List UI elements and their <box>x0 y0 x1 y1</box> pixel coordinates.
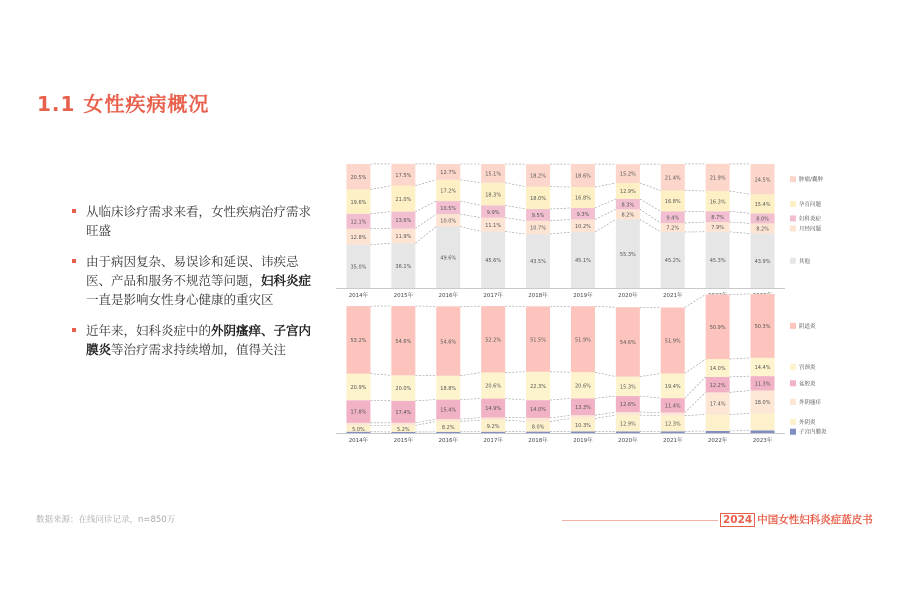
upper-connector-line <box>640 183 661 191</box>
upper-data-label: 20.5% <box>350 174 367 181</box>
upper-data-label: 10.0% <box>440 218 457 225</box>
upper-data-label: 11.9% <box>395 234 412 241</box>
bullet-text: 由于病因复杂、易误诊和延误、讳疾忌医、产品和服务不规范等问题， <box>86 254 299 288</box>
lower-connector-line <box>595 306 616 307</box>
lower-connector-line <box>595 415 616 418</box>
upper-connector-line <box>415 180 436 186</box>
lower-connector-line <box>640 373 661 376</box>
lower-connector-line <box>595 412 616 415</box>
lower-connector-line <box>685 377 706 398</box>
lower-data-label: 10.3% <box>575 423 591 430</box>
lower-data-label: 50.9% <box>709 324 726 331</box>
lower-x-tick-label: 2016年 <box>438 438 458 444</box>
lower-connector-line <box>730 430 751 431</box>
upper-legend-label: 月经问题 <box>799 226 822 233</box>
lower-x-tick-label: 2015年 <box>393 438 414 444</box>
upper-legend-label: 其他 <box>799 258 811 265</box>
lower-data-label: 18.0% <box>754 400 771 407</box>
lower-data-label: 51.9% <box>575 337 591 344</box>
upper-legend-swatch <box>790 176 796 182</box>
lower-legend-swatch <box>790 380 796 386</box>
lower-connector-line <box>415 421 436 425</box>
upper-data-label: 10.5% <box>440 205 457 212</box>
upper-data-label: 9.3% <box>576 211 590 218</box>
lower-connector-line <box>460 418 481 420</box>
upper-data-label: 21.0% <box>395 196 412 203</box>
upper-legend-swatch <box>790 258 796 264</box>
lower-connector-line <box>595 372 616 376</box>
lower-connector-line <box>685 294 706 307</box>
upper-x-tick-label: 2016年 <box>438 293 458 299</box>
lower-data-label: 54.6% <box>619 340 636 347</box>
upper-connector-line <box>460 201 481 205</box>
upper-connector-line <box>460 180 481 183</box>
upper-data-label: 43.5% <box>530 259 546 266</box>
lower-connector-line <box>730 358 751 359</box>
lower-data-label: 54.6% <box>440 339 457 346</box>
upper-legend-label: 肿瘤/囊肿 <box>799 177 823 184</box>
upper-data-label: 17.5% <box>395 172 412 179</box>
lower-connector-line <box>730 413 751 414</box>
upper-data-label: 18.2% <box>530 173 546 180</box>
footer-brand-text: 中国女性妇科炎症蓝皮书 <box>757 514 873 526</box>
lower-bar-segment <box>616 412 640 415</box>
footer-brand <box>720 512 873 527</box>
lower-bar-segment <box>751 430 775 433</box>
upper-connector-line <box>505 218 526 221</box>
upper-connector-line <box>415 214 436 228</box>
lower-data-label: 17.8% <box>350 409 367 416</box>
lower-data-label: 12.9% <box>619 421 636 428</box>
upper-data-label: 18.3% <box>485 192 502 199</box>
upper-data-label: 49.6% <box>440 255 457 262</box>
lower-connector-line <box>505 420 526 421</box>
upper-legend-swatch <box>790 225 796 231</box>
upper-data-label: 8.0% <box>756 216 769 223</box>
page-title: 1.1 女性疾病概况 <box>37 92 210 116</box>
lower-bar-segment <box>661 431 685 433</box>
bullet-highlight: 妇科炎症 <box>261 273 312 288</box>
lower-connector-line <box>460 420 481 421</box>
upper-data-label: 11.1% <box>485 222 502 229</box>
lower-bar-segment <box>346 423 370 426</box>
lower-data-label: 9.2% <box>486 424 500 431</box>
upper-connector-line <box>460 226 481 231</box>
upper-data-label: 8.3% <box>621 202 635 209</box>
lower-data-label: 52.2% <box>485 337 502 344</box>
lower-data-label: 12.3% <box>664 421 681 428</box>
upper-data-label: 21.9% <box>709 175 726 182</box>
lower-x-tick-label: 2022年 <box>707 438 728 444</box>
lower-connector-line <box>370 400 391 401</box>
lower-x-tick-label: 2017年 <box>483 438 503 444</box>
upper-data-label: 9.9% <box>486 209 500 216</box>
bullet-text: 一直是影响女性身心健康的重灾区 <box>86 292 274 307</box>
lower-bar-segment <box>571 431 595 433</box>
lower-legend-label: 外阴瘙痒 <box>799 399 822 406</box>
upper-connector-line <box>730 191 751 194</box>
lower-data-label: 54.6% <box>395 338 412 345</box>
lower-data-label: 14.4% <box>754 365 771 372</box>
lower-connector-line <box>505 399 526 401</box>
upper-data-label: 10.2% <box>575 223 591 230</box>
bullet-text: 等治疗需求持续增加，值得关注 <box>111 342 287 357</box>
lower-connector-line <box>685 359 706 373</box>
upper-legend-swatch <box>790 215 796 221</box>
lower-connector-line <box>550 418 571 421</box>
upper-connector-line <box>730 222 751 223</box>
upper-connector-line <box>730 211 751 213</box>
upper-connector-line <box>505 183 526 187</box>
lower-data-label: 17.4% <box>709 401 726 408</box>
upper-connector-line <box>550 232 571 234</box>
upper-data-label: 45.3% <box>709 258 726 265</box>
upper-data-label: 18.0% <box>530 196 546 203</box>
upper-data-label: 12.7% <box>440 170 457 177</box>
bullet-text: 近年来，妇科炎症中的 <box>86 323 212 338</box>
upper-connector-line <box>415 201 436 212</box>
lower-legend-label: 盆腔炎 <box>799 381 816 388</box>
lower-data-label: 20.9% <box>350 385 367 392</box>
data-source-note: 数据来源：在线问诊记录，n=850万 <box>36 515 176 525</box>
lower-connector-line <box>505 372 526 373</box>
upper-data-label: 35.0% <box>350 264 367 271</box>
lower-legend-label: 宫颈炎 <box>799 364 816 371</box>
lower-x-tick-label: 2023年 <box>752 438 773 444</box>
lower-bar-segment <box>571 415 595 418</box>
lower-data-label: 20.6% <box>485 383 502 390</box>
upper-connector-line <box>505 231 526 234</box>
lower-connector-line <box>460 399 481 400</box>
upper-connector-line <box>550 208 571 209</box>
lower-bar-segment <box>526 432 550 433</box>
lower-x-tick-label: 2018年 <box>528 438 548 444</box>
lower-connector-line <box>685 392 706 412</box>
upper-connector-line <box>370 186 391 190</box>
upper-connector-line <box>370 212 391 214</box>
lower-data-label: 14.0% <box>709 366 726 373</box>
lower-data-label: 15.3% <box>619 384 636 391</box>
footer-brand-year: 2024 <box>720 513 755 527</box>
lower-bar-segment <box>481 418 505 421</box>
upper-connector-line <box>595 199 616 208</box>
upper-legend-swatch <box>790 201 796 207</box>
upper-data-label: 16.8% <box>664 199 681 206</box>
lower-data-label: 8.2% <box>441 424 455 431</box>
lower-data-label: 17.4% <box>395 409 412 416</box>
upper-data-label: 18.6% <box>575 173 591 180</box>
lower-data-label: 12.6% <box>619 402 636 409</box>
lower-bar-segment <box>481 432 505 433</box>
lower-data-label: 20.6% <box>575 383 591 390</box>
upper-data-label: 45.6% <box>485 257 502 264</box>
upper-data-label: 17.2% <box>440 188 457 195</box>
upper-data-label: 12.9% <box>619 189 636 196</box>
bullet-text: 从临床诊疗需求来看，女性疾病治疗需求旺盛 <box>86 204 312 238</box>
lower-connector-line <box>550 415 571 418</box>
upper-connector-line <box>640 199 661 211</box>
lower-bar-segment <box>751 413 775 430</box>
upper-legend-label: 孕育问题 <box>799 201 822 208</box>
lower-data-label: 50.3% <box>754 324 771 331</box>
lower-data-label: 14.0% <box>530 407 546 414</box>
upper-connector-line <box>505 205 526 209</box>
lower-data-label: 22.3% <box>530 384 546 391</box>
upper-x-tick-label: 2014年 <box>348 293 369 299</box>
upper-data-label: 45.1% <box>575 258 591 265</box>
lower-bar-segment <box>706 414 730 431</box>
lower-connector-line <box>640 412 661 413</box>
lower-bar-segment <box>391 423 415 426</box>
upper-x-tick-label: 2017年 <box>483 293 503 299</box>
lower-data-label: 5.0% <box>352 426 365 433</box>
upper-x-tick-label: 2021年 <box>663 293 683 299</box>
upper-connector-line <box>595 209 616 219</box>
upper-connector-line <box>460 214 481 218</box>
upper-data-label: 55.3% <box>619 251 636 258</box>
upper-data-label: 7.9% <box>711 225 725 232</box>
upper-x-tick-label: 2020年 <box>618 293 638 299</box>
upper-legend-label: 妇科炎症 <box>799 216 822 223</box>
lower-legend-label: 子宫内膜炎 <box>799 429 827 436</box>
upper-connector-line <box>370 243 391 244</box>
lower-bar-segment <box>436 432 460 433</box>
upper-data-label: 16.3% <box>709 199 726 206</box>
lower-legend-swatch <box>790 323 796 329</box>
lower-bar-segment <box>661 413 685 416</box>
footer-divider <box>562 520 718 521</box>
lower-connector-line <box>640 415 661 416</box>
lower-connector-line <box>730 294 751 295</box>
lower-connector-line <box>415 400 436 401</box>
upper-data-label: 12.8% <box>350 234 367 241</box>
lower-data-label: 8.0% <box>531 424 545 431</box>
lower-legend-label: 阴道炎 <box>799 323 816 330</box>
upper-data-label: 13.6% <box>395 218 412 225</box>
upper-data-label: 8.2% <box>621 212 635 219</box>
lower-x-tick-label: 2020年 <box>618 438 638 444</box>
upper-connector-line <box>730 232 751 234</box>
lower-data-label: 11.4% <box>664 403 681 410</box>
lower-legend-swatch <box>790 364 796 370</box>
upper-data-label: 43.9% <box>754 258 771 265</box>
upper-data-label: 21.4% <box>664 175 681 182</box>
upper-data-label: 16.8% <box>575 195 591 202</box>
upper-data-label: 12.1% <box>350 219 367 226</box>
lower-connector-line <box>595 396 616 398</box>
lower-connector-line <box>685 414 706 415</box>
lower-data-label: 51.9% <box>664 338 681 345</box>
lower-connector-line <box>370 374 391 376</box>
upper-x-tick-label: 2015年 <box>393 293 414 299</box>
upper-data-label: 15.4% <box>754 202 771 209</box>
upper-data-label: 10.7% <box>530 225 546 232</box>
lower-data-label: 13.3% <box>575 404 591 411</box>
upper-connector-line <box>685 222 706 223</box>
upper-data-label: 8.2% <box>756 226 769 233</box>
lower-connector-line <box>730 390 751 392</box>
lower-data-label: 20.0% <box>395 386 412 393</box>
lower-data-label: 5.2% <box>396 426 410 433</box>
upper-data-label: 7.2% <box>666 225 680 232</box>
upper-connector-line <box>550 219 571 220</box>
upper-data-label: 15.2% <box>619 171 636 178</box>
bullet-highlight: 外阴瘙痒、子宫内膜炎 <box>86 323 312 357</box>
lower-connector-line <box>730 376 751 377</box>
lower-legend-label: 外阴炎 <box>799 419 816 426</box>
lower-bar-segment <box>436 419 460 421</box>
upper-connector-line <box>595 183 616 187</box>
upper-data-label: 36.1% <box>395 263 412 270</box>
lower-data-label: 11.3% <box>754 381 771 388</box>
lower-data-label: 19.4% <box>664 383 681 390</box>
lower-connector-line <box>460 372 481 375</box>
lower-data-label: 15.4% <box>440 407 457 414</box>
lower-connector-line <box>640 396 661 398</box>
lower-data-label: 18.8% <box>440 385 457 392</box>
lower-legend-swatch <box>790 399 796 405</box>
upper-connector-line <box>415 226 436 243</box>
lower-legend-swatch <box>790 429 796 435</box>
upper-data-label: 9.5% <box>531 213 545 220</box>
upper-connector-line <box>640 209 661 223</box>
lower-data-label: 12.2% <box>709 382 726 389</box>
upper-data-label: 9.4% <box>666 215 680 222</box>
upper-data-label: 15.1% <box>485 171 502 178</box>
lower-bar-segment <box>616 431 640 433</box>
lower-connector-line <box>550 398 571 400</box>
lower-bar-segment <box>706 431 730 433</box>
lower-x-tick-label: 2021年 <box>663 438 683 444</box>
lower-x-tick-label: 2014年 <box>348 438 369 444</box>
lower-data-label: 14.9% <box>485 406 502 413</box>
lower-bar-segment <box>526 418 550 422</box>
upper-x-tick-label: 2019年 <box>573 293 593 299</box>
lower-data-label: 51.5% <box>530 337 546 344</box>
upper-data-label: 8.7% <box>711 214 725 221</box>
upper-data-label: 19.6% <box>350 199 367 206</box>
upper-data-label: 45.2% <box>664 258 681 265</box>
lower-legend-swatch <box>790 419 796 425</box>
upper-x-tick-label: 2018年 <box>528 293 548 299</box>
lower-x-tick-label: 2019年 <box>573 438 593 444</box>
lower-data-label: 53.2% <box>350 338 367 345</box>
upper-data-label: 24.5% <box>754 177 771 184</box>
upper-connector-line <box>595 219 616 232</box>
